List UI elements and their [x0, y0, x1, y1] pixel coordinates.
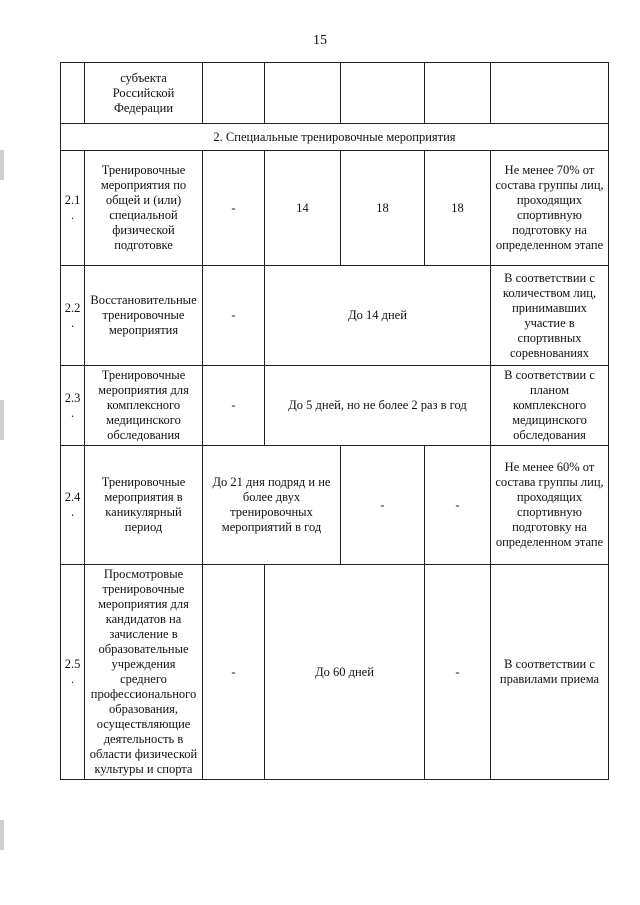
page-number: 15 — [313, 33, 327, 48]
note-cell — [491, 63, 609, 124]
note-cell: В соответствии с количеством лиц, принимавших участие в спортивных соревнованиях — [491, 266, 609, 366]
table-row — [61, 266, 609, 366]
row-number: 2.5. — [61, 565, 85, 780]
section-title: 2. Специальные тренировочные мероприятия — [61, 124, 609, 151]
event-name-cell: Восстановительные тренировочные мероприятия — [85, 266, 203, 366]
value-cell: 18 — [341, 151, 425, 266]
value-cell: - — [341, 446, 425, 565]
table-row — [61, 151, 609, 266]
scan-edge-mark — [0, 150, 4, 180]
scan-edge-mark — [0, 820, 4, 850]
value-cell — [341, 63, 425, 124]
value-cell: - — [425, 565, 491, 780]
event-name-cell: Тренировочные мероприятия в каникулярный период — [85, 446, 203, 565]
table-row — [61, 565, 609, 780]
value-cell: 14 — [265, 151, 341, 266]
row-number: 2.4. — [61, 446, 85, 565]
table-row — [61, 446, 609, 565]
row-number: 2.3. — [61, 366, 85, 446]
value-cell: - — [203, 366, 265, 446]
row-number: 2.2. — [61, 266, 85, 366]
event-name-cell: Тренировочные мероприятия для комплексного медицинского обследования — [85, 366, 203, 446]
note-cell: В соответствии с правилами приема — [491, 565, 609, 780]
value-cell: 18 — [425, 151, 491, 266]
event-name-cell: Просмотровые тренировочные мероприятия для кандидатов на зачисление в образовательные учреждения среднего профессионального образования, осуществляющие деятельность в области физической культуры и спорта — [85, 565, 203, 780]
event-name-cell: Тренировочные мероприятия по общей и (или) специальной физической подготовке — [85, 151, 203, 266]
note-cell: Не менее 60% от состава группы лиц, проходящих спортивную подготовку на определенном этапе — [491, 446, 609, 565]
value-cell: - — [425, 446, 491, 565]
training-events-table — [60, 62, 609, 780]
event-name-cell: субъекта Российской Федерации — [85, 63, 203, 124]
row-number: 2.1. — [61, 151, 85, 266]
continuation-row — [61, 63, 609, 124]
value-cell: - — [203, 151, 265, 266]
merged-value-cell: До 60 дней — [265, 565, 425, 780]
note-cell: Не менее 70% от состава группы лиц, проходящих спортивную подготовку на определенном этапе — [491, 151, 609, 266]
value-cell: - — [203, 266, 265, 366]
table-row — [61, 366, 609, 446]
merged-value-cell: До 5 дней, но не более 2 раз в год — [265, 366, 491, 446]
value-cell: - — [203, 565, 265, 780]
scan-edge-mark — [0, 400, 4, 440]
value-cell — [265, 63, 341, 124]
section-header-row — [61, 124, 609, 151]
value-cell — [203, 63, 265, 124]
num-cell — [61, 63, 85, 124]
merged-value-cell: До 14 дней — [265, 266, 491, 366]
value-cell — [425, 63, 491, 124]
merged-value-cell: До 21 дня подряд и не более двух тренировочных мероприятий в год — [203, 446, 341, 565]
note-cell: В соответствии с планом комплексного медицинского обследования — [491, 366, 609, 446]
